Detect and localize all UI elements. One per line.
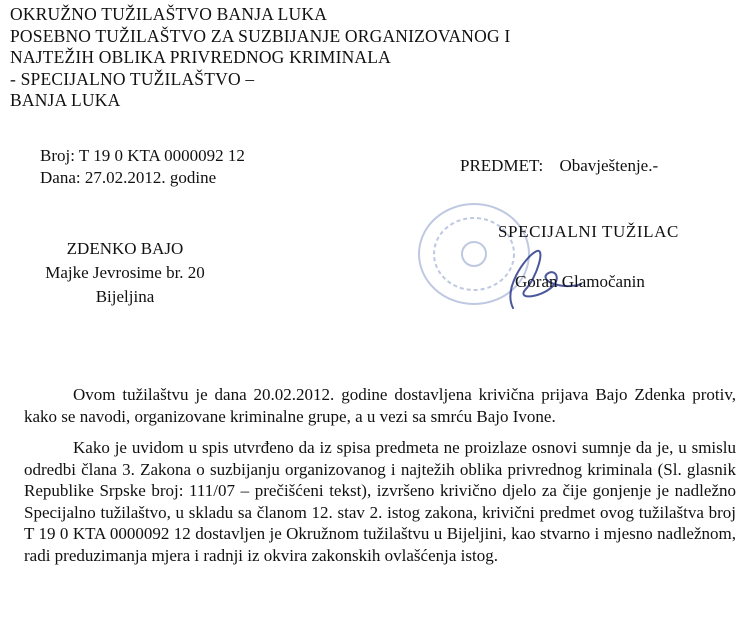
signatory-name: Goran Glamočanin: [515, 272, 645, 291]
stamp-center: [462, 242, 486, 266]
letterhead-line: - SPECIJALNO TUŽILAŠTVO –: [10, 68, 255, 89]
subject-line: [460, 156, 658, 176]
recipient-city: Bijeljina: [95, 287, 155, 306]
signatory-role: SPECIJALNI TUŽILAC: [498, 222, 679, 241]
recipient-address: [0, 237, 250, 309]
letter-body: [24, 384, 736, 576]
subject-value: Obavještenje.-: [559, 156, 659, 175]
document-date: Dana: 27.02.2012. godine: [40, 168, 217, 187]
letterhead: [10, 4, 510, 112]
recipient-street: Majke Jevrosime br. 20: [45, 263, 205, 282]
letterhead-line: POSEBNO TUŽILAŠTVO ZA SUZBIJANJE ORGANIZOVANOG I: [10, 25, 511, 46]
body-paragraph: Ovom tužilaštvu je dana 20.02.2012. godine dostavljena krivična prijava Bajo Zdenka protiv, kako se navodi, organizovane kriminalne grupe, a u vezi sa smrću Bajo Ivone.: [24, 385, 736, 426]
body-paragraph: Kako je uvidom u spis utvrđeno da iz spisa predmeta ne proizlaze osnovi sumnje da je, u smislu odredbi člana 3. Zakona o suzbijanju organizovanog i najtežih oblika privrednog kriminala (Sl. glasnik Republike Srpske broj: 111/07 – prečišćeni tekst), izvršeno krivično djelo za čije gonjenje je nadležno Specijalno tužilaštvo, u skladu sa članom 12. stav 2. istog zakona, krivični predmet ovog tužilaštva broj T 19 0 KTA 0000092 12 dostavljen je Okružnom tužilaštvu u Bijeljini, kao stvarno i mjesno nadležnom, radi preduzimanja mjera i radnji iz okvira zakonskih ovlašćenja istog.: [24, 438, 736, 565]
letterhead-line: NAJTEŽIH OBLIKA PRIVREDNOG KRIMINALA: [10, 47, 391, 68]
recipient-name: ZDENKO BAJO: [66, 239, 184, 258]
letterhead-line: BANJA LUKA: [10, 90, 121, 111]
letterhead-line: OKRUŽNO TUŽILAŠTVO BANJA LUKA: [10, 4, 328, 24]
document-meta: [40, 145, 245, 189]
case-number: Broj: T 19 0 KTA 0000092 12: [40, 146, 245, 165]
subject-label: PREDMET:: [460, 156, 544, 175]
